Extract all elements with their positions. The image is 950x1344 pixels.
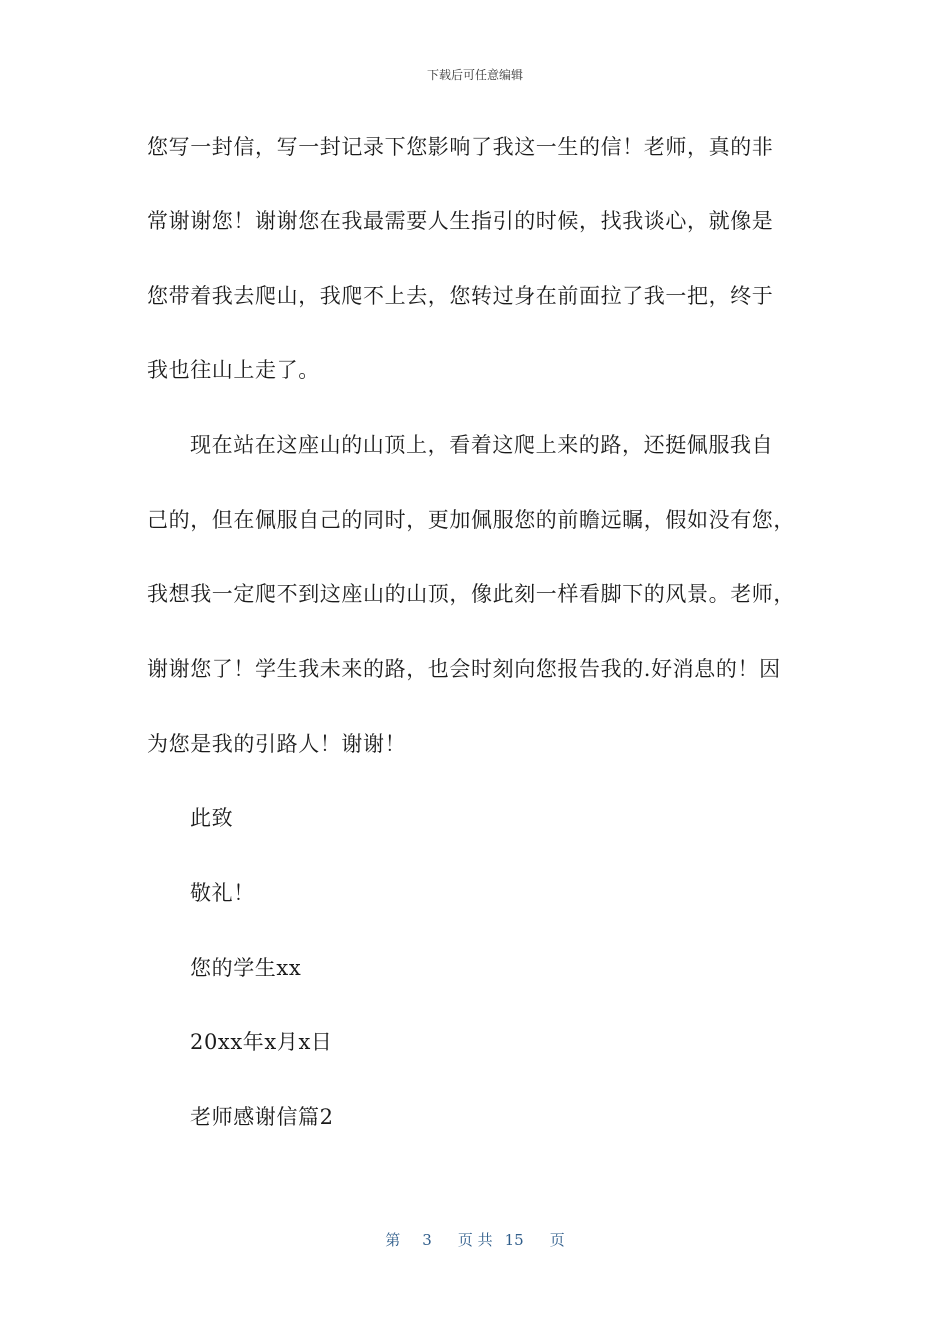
closing-regards: 敬礼！ [190,881,255,905]
date-line: 20xx年x月x日 [190,1030,333,1054]
signature-line: 您的学生xx [190,956,302,980]
page-footer [0,1229,950,1250]
footer-total-pages: 15 [504,1231,524,1249]
body-line-2: 常谢谢您！谢谢您在我最需要人生指引的时候，找我谈心，就像是 [147,209,774,233]
body-line-8: 谢谢您了！学生我未来的路，也会时刻向您报告我的.好消息的！因 [147,657,781,681]
closing-salutation: 此致 [190,806,234,830]
body-line-6: 己的，但在佩服自己的同时，更加佩服您的前瞻远瞩，假如没有您， [147,508,795,532]
footer-prefix: 第 [385,1231,401,1249]
body-line-4: 我也往山上走了。 [147,358,320,382]
body-line-7: 我想我一定爬不到这座山的山顶，像此刻一样看脚下的风景。老师， [147,582,795,606]
footer-mid: 页 共 [457,1231,493,1249]
page-header: 下载后可任意编辑 [426,68,523,82]
footer-page-number: 3 [422,1231,432,1249]
section-heading: 老师感谢信篇2 [190,1105,334,1129]
body-line-1: 您写一封信，写一封记录下您影响了我这一生的信！老师，真的非 [147,135,774,159]
footer-suffix: 页 [549,1231,565,1249]
body-line-3: 您带着我去爬山，我爬不上去，您转过身在前面拉了我一把，终于 [147,284,774,308]
body-line-9: 为您是我的引路人！谢谢！ [147,732,407,756]
body-line-5: 现在站在这座山的山顶上，看着这爬上来的路，还挺佩服我自 [190,433,774,457]
